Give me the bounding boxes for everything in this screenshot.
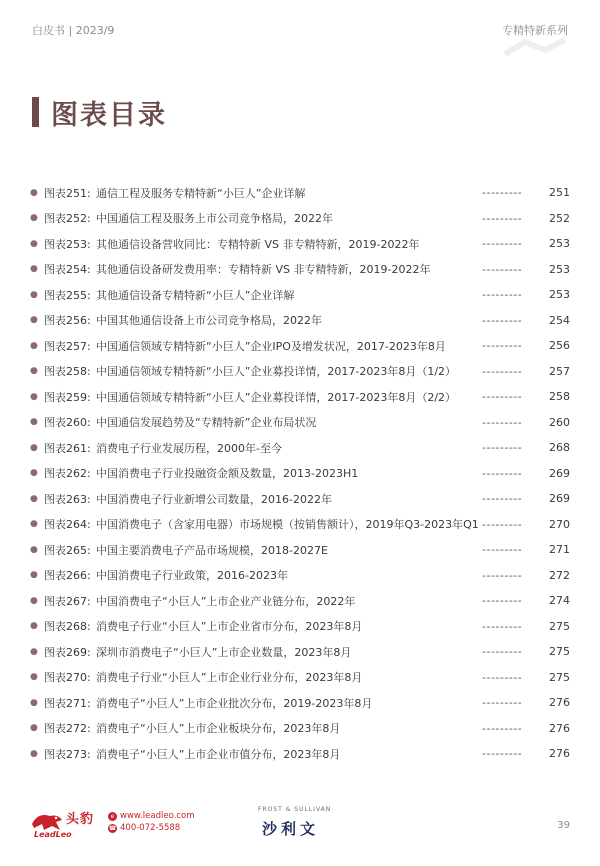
website-link[interactable]: www.leadleo.com <box>120 811 195 821</box>
bullet-icon: ● <box>30 213 38 224</box>
bullet-icon: ● <box>30 442 38 453</box>
toc-item-page: 276 <box>549 696 570 710</box>
toc-item-label: 图表254: <box>44 263 91 277</box>
toc-item-label: 图表256: <box>44 314 91 328</box>
toc-item[interactable] <box>30 486 570 512</box>
toc-item[interactable] <box>30 716 570 742</box>
toc-item-title: 中国通信发展趋势及“专精特新”企业布局状况 <box>96 416 317 430</box>
toc-leader: --------- <box>482 568 523 582</box>
bullet-icon: ● <box>30 646 38 657</box>
toc-item-page: 258 <box>549 390 570 404</box>
toc-item[interactable] <box>30 257 570 283</box>
web-icon: e <box>108 812 117 821</box>
toc-item-page: 276 <box>549 747 570 761</box>
toc-item-page: 269 <box>549 492 570 506</box>
toc-item-label: 图表252: <box>44 212 91 226</box>
bullet-icon: ● <box>30 238 38 249</box>
toc-item-page: 272 <box>549 568 570 582</box>
brand-logo-en: LeadLeo <box>34 830 72 839</box>
toc-leader: --------- <box>482 441 523 455</box>
toc-item-title: 中国消费电子（含家用电器）市场规模（按销售额计），2019年Q3-2023年Q1 <box>96 518 479 532</box>
title-accent-bar <box>32 97 39 127</box>
toc-item-title: 深圳市消费电子“小巨人”上市企业数量，2023年8月 <box>96 645 352 659</box>
toc-item[interactable] <box>30 665 570 691</box>
toc-item-page: 274 <box>549 594 570 608</box>
bullet-icon: ● <box>30 264 38 275</box>
toc-leader: --------- <box>482 313 523 327</box>
toc-item-title: 其他通信设备营收同比：专精特新 VS 非专精特新，2019-2022年 <box>96 237 420 251</box>
partner-logo-cn: 沙利文 <box>262 820 320 838</box>
toc-item-page: 256 <box>549 339 570 353</box>
bullet-icon: ● <box>30 493 38 504</box>
toc-item-title: 中国消费电子行业政策，2016-2023年 <box>96 569 288 583</box>
toc-item-page: 275 <box>549 619 570 633</box>
toc-item-page: 252 <box>549 211 570 225</box>
toc-item-title: 中国通信领域专精特新“小巨人”企业募投详情，2017-2023年8月（1/2） <box>96 365 457 379</box>
bullet-icon: ● <box>30 570 38 581</box>
toc-leader: --------- <box>482 186 523 200</box>
toc-item-page: 269 <box>549 466 570 480</box>
toc-item-label: 图表258: <box>44 365 91 379</box>
toc-item-title: 中国通信领域专精特新“小巨人”企业募投详情，2017-2023年8月（2/2） <box>96 390 457 404</box>
toc-item-title: 消费电子行业“小巨人”上市企业省市分布，2023年8月 <box>96 620 363 634</box>
toc-item-page: 253 <box>549 262 570 276</box>
toc-leader: --------- <box>482 262 523 276</box>
toc-item-label: 图表260: <box>44 416 91 430</box>
toc-leader: --------- <box>482 390 523 404</box>
section-heading <box>32 96 167 131</box>
toc-leader: --------- <box>482 543 523 557</box>
bullet-icon: ● <box>30 289 38 300</box>
toc-item[interactable] <box>30 231 570 257</box>
toc-item[interactable] <box>30 435 570 461</box>
bullet-icon: ● <box>30 340 38 351</box>
toc-item-title: 其他通信设备研发费用率：专精特新 VS 非专精特新，2019-2022年 <box>96 263 431 277</box>
toc-leader: --------- <box>482 415 523 429</box>
toc-item-title: 中国其他通信设备上市公司竞争格局，2022年 <box>96 314 322 328</box>
bullet-icon: ● <box>30 697 38 708</box>
toc-item-page: 270 <box>549 517 570 531</box>
toc-leader: --------- <box>482 364 523 378</box>
toc-leader: --------- <box>482 517 523 531</box>
toc-item-label: 图表259: <box>44 390 91 404</box>
toc-item[interactable] <box>30 588 570 614</box>
bullet-icon: ● <box>30 468 38 479</box>
bullet-icon: ● <box>30 723 38 734</box>
toc-leader: --------- <box>482 721 523 735</box>
leopard-logo-icon <box>30 810 64 832</box>
toc-leader: --------- <box>482 211 523 225</box>
contact-info <box>108 810 194 834</box>
bullet-icon: ● <box>30 391 38 402</box>
toc-item-label: 图表269: <box>44 645 91 659</box>
toc-item[interactable] <box>30 180 570 206</box>
bullet-icon: ● <box>30 672 38 683</box>
bullet-icon: ● <box>30 519 38 530</box>
toc-leader: --------- <box>482 619 523 633</box>
toc-item[interactable] <box>30 614 570 640</box>
page-number: 39 <box>557 820 570 831</box>
bullet-icon: ● <box>30 366 38 377</box>
toc-leader: --------- <box>482 339 523 353</box>
partner-logo-en: FROST & SULLIVAN <box>258 806 332 813</box>
toc-item[interactable] <box>30 206 570 232</box>
toc-item-label: 图表267: <box>44 594 91 608</box>
bullet-icon: ● <box>30 187 38 198</box>
toc-item-title: 中国消费电子“小巨人”上市企业产业链分布，2022年 <box>96 594 356 608</box>
toc-leader: --------- <box>482 466 523 480</box>
toc-item-title: 消费电子“小巨人”上市企业市值分布，2023年8月 <box>96 747 341 761</box>
toc-item-title: 消费电子行业“小巨人”上市企业行业分布，2023年8月 <box>96 671 363 685</box>
toc-item-title: 中国通信工程及服务上市公司竞争格局，2022年 <box>96 212 333 226</box>
toc-item-label: 图表272: <box>44 722 91 736</box>
toc-item-label: 图表271: <box>44 696 91 710</box>
brand-logo-cn: 头豹 <box>66 812 95 827</box>
toc-leader: --------- <box>482 670 523 684</box>
toc-item-label: 图表253: <box>44 237 91 251</box>
bullet-icon: ● <box>30 544 38 555</box>
toc-item[interactable] <box>30 461 570 487</box>
toc-item-page: 253 <box>549 237 570 251</box>
toc-item-label: 图表261: <box>44 441 91 455</box>
toc-item-page: 254 <box>549 313 570 327</box>
toc-item-label: 图表264: <box>44 518 91 532</box>
toc-item-title: 中国通信领域专精特新“小巨人”企业IPO及增发状况，2017-2023年8月 <box>96 339 446 353</box>
toc-item[interactable] <box>30 384 570 410</box>
header-decoration-icon <box>500 38 570 56</box>
toc-item[interactable] <box>30 308 570 334</box>
toc-item-title: 通信工程及服务专精特新“小巨人”企业详解 <box>96 186 306 200</box>
toc-item-page: 275 <box>549 645 570 659</box>
footer <box>0 800 600 850</box>
toc-item-title: 中国消费电子行业新增公司数量，2016-2022年 <box>96 492 332 506</box>
toc-item[interactable] <box>30 359 570 385</box>
phone-icon: ☎ <box>108 824 117 832</box>
toc-leader: --------- <box>482 237 523 251</box>
toc-item[interactable] <box>30 333 570 359</box>
phone-number: 400-072-5588 <box>120 823 181 833</box>
toc-item-title: 中国主要消费电子产品市场规模，2018-2027E <box>96 543 328 557</box>
toc-item[interactable] <box>30 537 570 563</box>
toc-item-label: 图表255: <box>44 288 91 302</box>
toc-leader: --------- <box>482 492 523 506</box>
toc-item-title: 中国消费电子行业投融资金额及数量，2013-2023H1 <box>96 467 359 481</box>
toc-item[interactable] <box>30 410 570 436</box>
header-right-text: 专精特新系列 <box>502 24 568 37</box>
toc-item[interactable] <box>30 690 570 716</box>
toc-item-label: 图表262: <box>44 467 91 481</box>
toc-item-page: 275 <box>549 670 570 684</box>
toc-item-label: 图表270: <box>44 671 91 685</box>
toc-item-label: 图表273: <box>44 747 91 761</box>
toc-item[interactable] <box>30 282 570 308</box>
toc-item-page: 253 <box>549 288 570 302</box>
toc-item-title: 消费电子“小巨人”上市企业板块分布，2023年8月 <box>96 722 341 736</box>
toc-item-page: 271 <box>549 543 570 557</box>
toc-item-page: 276 <box>549 721 570 735</box>
toc-item-label: 图表266: <box>44 569 91 583</box>
toc-leader: --------- <box>482 696 523 710</box>
toc-leader: --------- <box>482 288 523 302</box>
toc-leader: --------- <box>482 747 523 761</box>
page-title: 图表目录 <box>51 99 167 131</box>
toc-item-title: 消费电子“小巨人”上市企业批次分布，2019-2023年8月 <box>96 696 373 710</box>
toc-item-label: 图表265: <box>44 543 91 557</box>
toc-list <box>30 180 570 767</box>
bullet-icon: ● <box>30 417 38 428</box>
toc-item[interactable] <box>30 741 570 767</box>
toc-item[interactable] <box>30 512 570 538</box>
toc-leader: --------- <box>482 594 523 608</box>
bullet-icon: ● <box>30 315 38 326</box>
toc-item-page: 268 <box>549 441 570 455</box>
toc-item-title: 其他通信设备专精特新“小巨人”企业详解 <box>96 288 295 302</box>
toc-item-title: 消费电子行业发展历程，2000年-至今 <box>96 441 282 455</box>
toc-item[interactable] <box>30 639 570 665</box>
toc-item-page: 260 <box>549 415 570 429</box>
toc-item-label: 图表251: <box>44 186 91 200</box>
toc-item[interactable] <box>30 563 570 589</box>
toc-item-page: 257 <box>549 364 570 378</box>
toc-item-label: 图表263: <box>44 492 91 506</box>
toc-item-page: 251 <box>549 186 570 200</box>
bullet-icon: ● <box>30 748 38 759</box>
header-left-text: 白皮书 | 2023/9 <box>32 24 115 37</box>
toc-leader: --------- <box>482 645 523 659</box>
toc-item-label: 图表257: <box>44 339 91 353</box>
bullet-icon: ● <box>30 621 38 632</box>
bullet-icon: ● <box>30 595 38 606</box>
toc-item-label: 图表268: <box>44 620 91 634</box>
